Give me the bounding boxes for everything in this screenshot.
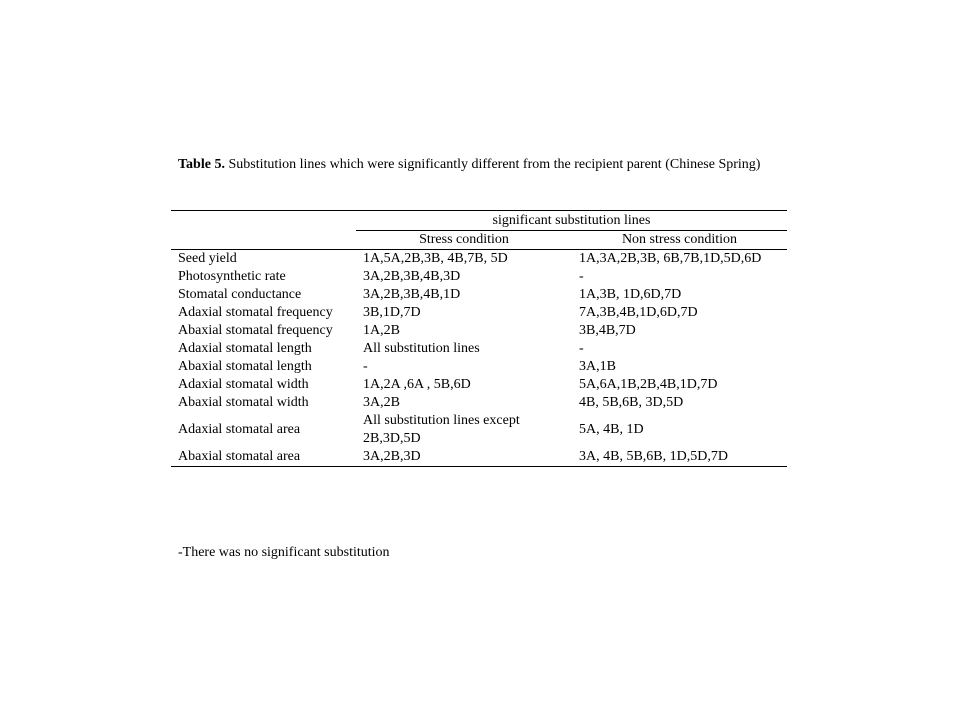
nonstress-condition-cell: 3B,4B,7D [579,323,636,338]
trait-cell: Photosynthetic rate [178,269,286,284]
nonstress-condition-cell: 7A,3B,4B,1D,6D,7D [579,305,698,320]
table-row [171,268,787,286]
stress-condition-cell: 3A,2B [363,395,400,410]
trait-cell: Adaxial stomatal area [178,422,301,437]
table-row [171,394,787,412]
table-row [171,412,787,448]
stress-condition-cell: 1A,5A,2B,3B, 4B,7B, 5D [363,251,508,266]
table-row [171,340,787,358]
stress-condition-cell: 1A,2B [363,323,400,338]
table-row [171,250,787,269]
table-group-header-row [171,211,787,231]
nonstress-condition-cell: 1A,3B, 1D,6D,7D [579,287,682,302]
table-row [171,448,787,467]
table-column-header-row [171,231,787,250]
table-row [171,358,787,376]
table-footnote: -There was no significant substitution [178,545,390,560]
column-header-nonstress: Non stress condition [572,231,787,250]
table-body [171,250,787,467]
trait-cell: Adaxial stomatal width [178,377,309,392]
substitution-table [171,210,787,467]
trait-cell: Abaxial stomatal width [178,395,309,410]
stress-condition-cell: 3A,2B,3D [356,448,572,467]
trait-cell: Seed yield [178,251,237,266]
group-header-cell: significant substitution lines [356,211,787,231]
stress-condition-cell: All substitution lines except 2B,3D,5D [363,413,520,446]
trait-cell: Abaxial stomatal frequency [178,323,333,338]
table-caption-text: Substitution lines which were significantly different from the recipient parent (Chinese Spring) [224,157,761,172]
column-header-stress: Stress condition [356,231,572,250]
nonstress-condition-cell: 5A, 4B, 1D [579,422,644,437]
stress-condition-cell: 1A,2A ,6A , 5B,6D [363,377,471,392]
trait-cell: Abaxial stomatal area [171,448,356,467]
stress-condition-cell: 3A,2B,3B,4B,3D [363,269,461,284]
table-row [171,304,787,322]
trait-cell: Stomatal conductance [178,287,302,302]
table-row [171,376,787,394]
table-row [171,322,787,340]
stress-condition-cell: 3B,1D,7D [363,305,421,320]
substitution-table-container [171,210,787,467]
nonstress-condition-cell: - [579,269,584,284]
nonstress-condition-cell: 3A, 4B, 5B,6B, 1D,5D,7D [572,448,787,467]
table-corner-cell [171,211,356,231]
nonstress-condition-cell: 1A,3A,2B,3B, 6B,7B,1D,5D,6D [579,251,762,266]
table-caption-label: Table 5. [178,157,225,172]
nonstress-condition-cell: 4B, 5B,6B, 3D,5D [579,395,684,410]
table-caption [178,155,788,174]
nonstress-condition-cell: 3A,1B [579,359,616,374]
stress-condition-cell: - [363,359,368,374]
trait-cell: Adaxial stomatal frequency [178,305,333,320]
trait-cell: Abaxial stomatal length [178,359,312,374]
stress-condition-cell: All substitution lines [363,341,480,356]
table-row [171,286,787,304]
trait-cell: Adaxial stomatal length [178,341,312,356]
stress-condition-cell: 3A,2B,3B,4B,1D [363,287,461,302]
table-corner-cell [171,231,356,250]
nonstress-condition-cell: - [579,341,584,356]
nonstress-condition-cell: 5A,6A,1B,2B,4B,1D,7D [579,377,718,392]
